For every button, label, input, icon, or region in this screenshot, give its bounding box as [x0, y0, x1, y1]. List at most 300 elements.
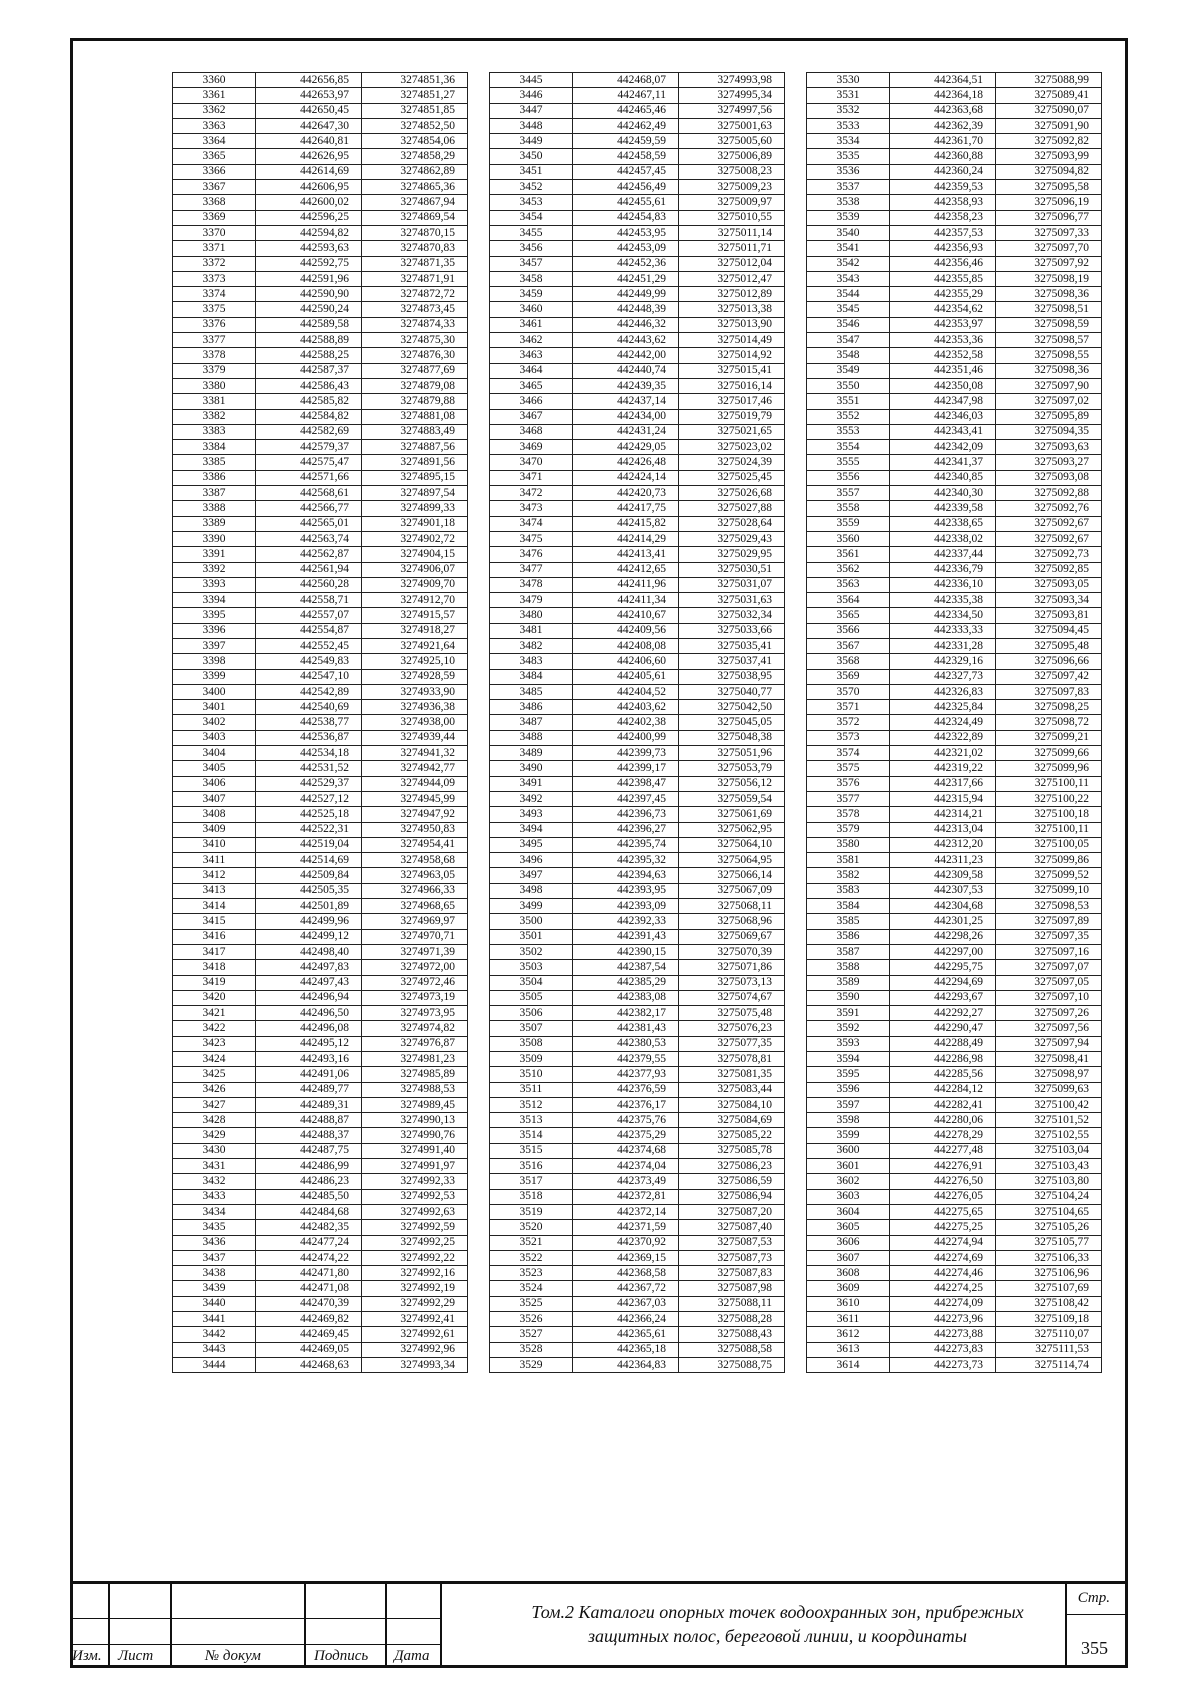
point-number-cell: 3433 [173, 1189, 256, 1204]
y-coordinate-cell: 3274985,89 [362, 1067, 468, 1082]
point-number-cell: 3553 [807, 424, 890, 439]
table-row [807, 883, 1102, 898]
point-number-cell: 3372 [173, 256, 256, 271]
x-coordinate-cell: 442340,30 [890, 486, 996, 501]
x-coordinate-cell: 442273,83 [890, 1342, 996, 1357]
table-row [490, 180, 785, 195]
y-coordinate-cell: 3275099,63 [996, 1082, 1102, 1097]
x-coordinate-cell: 442369,15 [573, 1250, 679, 1265]
y-coordinate-cell: 3274938,00 [362, 715, 468, 730]
y-coordinate-cell: 3274992,33 [362, 1174, 468, 1189]
table-row [807, 807, 1102, 822]
table-row [173, 1052, 468, 1067]
table-row [490, 256, 785, 271]
y-coordinate-cell: 3275073,13 [679, 975, 785, 990]
table-row [807, 1113, 1102, 1128]
point-number-cell: 3402 [173, 715, 256, 730]
point-number-cell: 3500 [490, 914, 573, 929]
point-number-cell: 3463 [490, 348, 573, 363]
table-row [173, 241, 468, 256]
point-number-cell: 3377 [173, 333, 256, 348]
y-coordinate-cell: 3274902,72 [362, 531, 468, 546]
y-coordinate-cell: 3275099,21 [996, 730, 1102, 745]
y-coordinate-cell: 3274872,72 [362, 287, 468, 302]
point-number-cell: 3587 [807, 944, 890, 959]
table-row [490, 929, 785, 944]
x-coordinate-cell: 442571,66 [256, 470, 362, 485]
x-coordinate-cell: 442499,96 [256, 914, 362, 929]
x-coordinate-cell: 442501,89 [256, 899, 362, 914]
x-coordinate-cell: 442590,24 [256, 302, 362, 317]
point-number-cell: 3563 [807, 577, 890, 592]
table-row [807, 1189, 1102, 1204]
point-number-cell: 3599 [807, 1128, 890, 1143]
x-coordinate-cell: 442335,38 [890, 593, 996, 608]
point-number-cell: 3384 [173, 440, 256, 455]
y-coordinate-cell: 3275005,60 [679, 134, 785, 149]
x-coordinate-cell: 442538,77 [256, 715, 362, 730]
table-row [490, 378, 785, 393]
y-coordinate-cell: 3275087,98 [679, 1281, 785, 1296]
table-row [490, 975, 785, 990]
y-coordinate-cell: 3275097,33 [996, 225, 1102, 240]
table-row [173, 1128, 468, 1143]
point-number-cell: 3572 [807, 715, 890, 730]
x-coordinate-cell: 442489,77 [256, 1082, 362, 1097]
y-coordinate-cell: 3275009,23 [679, 180, 785, 195]
y-coordinate-cell: 3275098,25 [996, 700, 1102, 715]
y-coordinate-cell: 3274870,15 [362, 225, 468, 240]
y-coordinate-cell: 3275098,97 [996, 1067, 1102, 1082]
table-row [807, 1036, 1102, 1051]
x-coordinate-cell: 442565,01 [256, 516, 362, 531]
y-coordinate-cell: 3275100,42 [996, 1097, 1102, 1112]
y-coordinate-cell: 3275097,90 [996, 378, 1102, 393]
table-row [173, 1067, 468, 1082]
table-row [807, 914, 1102, 929]
table-row [807, 1128, 1102, 1143]
point-number-cell: 3370 [173, 225, 256, 240]
x-coordinate-cell: 442280,06 [890, 1113, 996, 1128]
point-number-cell: 3610 [807, 1296, 890, 1311]
x-coordinate-cell: 442563,74 [256, 531, 362, 546]
point-number-cell: 3603 [807, 1189, 890, 1204]
x-coordinate-cell: 442626,95 [256, 149, 362, 164]
point-number-cell: 3554 [807, 440, 890, 455]
table-row [173, 225, 468, 240]
table-row [173, 149, 468, 164]
x-coordinate-cell: 442414,29 [573, 531, 679, 546]
table-row [490, 1174, 785, 1189]
table-row [173, 1281, 468, 1296]
y-coordinate-cell: 3275096,66 [996, 654, 1102, 669]
table-row [807, 409, 1102, 424]
table-row [490, 1327, 785, 1342]
x-coordinate-cell: 442277,48 [890, 1143, 996, 1158]
table-row [173, 333, 468, 348]
y-coordinate-cell: 3274871,91 [362, 271, 468, 286]
y-coordinate-cell: 3275099,52 [996, 868, 1102, 883]
point-number-cell: 3464 [490, 363, 573, 378]
y-coordinate-cell: 3274887,56 [362, 440, 468, 455]
x-coordinate-cell: 442301,25 [890, 914, 996, 929]
x-coordinate-cell: 442377,93 [573, 1067, 679, 1082]
y-coordinate-cell: 3275056,12 [679, 776, 785, 791]
point-number-cell: 3397 [173, 638, 256, 653]
y-coordinate-cell: 3275094,82 [996, 164, 1102, 179]
point-number-cell: 3408 [173, 807, 256, 822]
point-number-cell: 3392 [173, 562, 256, 577]
y-coordinate-cell: 3275093,81 [996, 608, 1102, 623]
x-coordinate-cell: 442469,82 [256, 1312, 362, 1327]
table-row [807, 776, 1102, 791]
x-coordinate-cell: 442496,08 [256, 1021, 362, 1036]
table-row [807, 562, 1102, 577]
x-coordinate-cell: 442327,73 [890, 669, 996, 684]
y-coordinate-cell: 3274969,97 [362, 914, 468, 929]
x-coordinate-cell: 442488,37 [256, 1128, 362, 1143]
y-coordinate-cell: 3275093,99 [996, 149, 1102, 164]
x-coordinate-cell: 442406,60 [573, 654, 679, 669]
y-coordinate-cell: 3275088,58 [679, 1342, 785, 1357]
table-row [490, 853, 785, 868]
point-number-cell: 3517 [490, 1174, 573, 1189]
point-number-cell: 3371 [173, 241, 256, 256]
table-row [173, 1036, 468, 1051]
y-coordinate-cell: 3274901,18 [362, 516, 468, 531]
y-coordinate-cell: 3275097,16 [996, 944, 1102, 959]
x-coordinate-cell: 442453,09 [573, 241, 679, 256]
x-coordinate-cell: 442470,39 [256, 1296, 362, 1311]
x-coordinate-cell: 442527,12 [256, 791, 362, 806]
table-row [173, 440, 468, 455]
y-coordinate-cell: 3275096,19 [996, 195, 1102, 210]
y-coordinate-cell: 3275038,95 [679, 669, 785, 684]
y-coordinate-cell: 3275012,47 [679, 271, 785, 286]
point-number-cell: 3444 [173, 1357, 256, 1372]
point-number-cell: 3595 [807, 1067, 890, 1082]
x-coordinate-cell: 442358,23 [890, 210, 996, 225]
y-coordinate-cell: 3275085,78 [679, 1143, 785, 1158]
point-number-cell: 3584 [807, 899, 890, 914]
point-number-cell: 3544 [807, 287, 890, 302]
x-coordinate-cell: 442452,36 [573, 256, 679, 271]
y-coordinate-cell: 3275103,80 [996, 1174, 1102, 1189]
point-number-cell: 3512 [490, 1097, 573, 1112]
y-coordinate-cell: 3274992,53 [362, 1189, 468, 1204]
y-coordinate-cell: 3275087,40 [679, 1220, 785, 1235]
y-coordinate-cell: 3274963,05 [362, 868, 468, 883]
point-number-cell: 3361 [173, 88, 256, 103]
x-coordinate-cell: 442373,49 [573, 1174, 679, 1189]
table-row [173, 164, 468, 179]
table-row [173, 118, 468, 133]
stamp-date-label: Дата [394, 1648, 430, 1664]
x-coordinate-cell: 442606,95 [256, 180, 362, 195]
point-number-cell: 3459 [490, 287, 573, 302]
x-coordinate-cell: 442471,80 [256, 1266, 362, 1281]
table-row [807, 103, 1102, 118]
table-row [173, 990, 468, 1005]
point-number-cell: 3548 [807, 348, 890, 363]
y-coordinate-cell: 3275103,43 [996, 1159, 1102, 1174]
table-row [490, 608, 785, 623]
y-coordinate-cell: 3274990,13 [362, 1113, 468, 1128]
table-row [173, 684, 468, 699]
y-coordinate-cell: 3275097,42 [996, 669, 1102, 684]
y-coordinate-cell: 3275028,64 [679, 516, 785, 531]
table-row [490, 761, 785, 776]
x-coordinate-cell: 442326,83 [890, 684, 996, 699]
y-coordinate-cell: 3275088,11 [679, 1296, 785, 1311]
table-row [490, 317, 785, 332]
x-coordinate-cell: 442293,67 [890, 990, 996, 1005]
table-row [807, 1174, 1102, 1189]
y-coordinate-cell: 3274869,54 [362, 210, 468, 225]
y-coordinate-cell: 3274971,39 [362, 944, 468, 959]
y-coordinate-cell: 3275081,35 [679, 1067, 785, 1082]
point-number-cell: 3604 [807, 1204, 890, 1219]
x-coordinate-cell: 442295,75 [890, 960, 996, 975]
x-coordinate-cell: 442525,18 [256, 807, 362, 822]
y-coordinate-cell: 3274891,56 [362, 455, 468, 470]
table-row [490, 1189, 785, 1204]
table-row [490, 118, 785, 133]
table-row [807, 302, 1102, 317]
table-row [807, 1235, 1102, 1250]
x-coordinate-cell: 442589,58 [256, 317, 362, 332]
x-coordinate-cell: 442399,17 [573, 761, 679, 776]
table-row [173, 944, 468, 959]
table-row [490, 1204, 785, 1219]
x-coordinate-cell: 442290,47 [890, 1021, 996, 1036]
y-coordinate-cell: 3275092,85 [996, 562, 1102, 577]
y-coordinate-cell: 3275024,39 [679, 455, 785, 470]
table-row [173, 761, 468, 776]
table-row [490, 363, 785, 378]
point-number-cell: 3504 [490, 975, 573, 990]
x-coordinate-cell: 442338,65 [890, 516, 996, 531]
point-number-cell: 3564 [807, 593, 890, 608]
table-row [807, 501, 1102, 516]
table-row [490, 1266, 785, 1281]
table-row [490, 837, 785, 852]
x-coordinate-cell: 442368,58 [573, 1266, 679, 1281]
y-coordinate-cell: 3274865,36 [362, 180, 468, 195]
table-row [807, 868, 1102, 883]
table-row [807, 225, 1102, 240]
y-coordinate-cell: 3275109,18 [996, 1312, 1102, 1327]
x-coordinate-cell: 442505,35 [256, 883, 362, 898]
table-row [173, 501, 468, 516]
point-number-cell: 3530 [807, 73, 890, 88]
point-number-cell: 3443 [173, 1342, 256, 1357]
point-number-cell: 3391 [173, 547, 256, 562]
point-number-cell: 3549 [807, 363, 890, 378]
x-coordinate-cell: 442350,08 [890, 378, 996, 393]
point-number-cell: 3498 [490, 883, 573, 898]
y-coordinate-cell: 3274970,71 [362, 929, 468, 944]
y-coordinate-cell: 3274925,10 [362, 654, 468, 669]
y-coordinate-cell: 3275013,90 [679, 317, 785, 332]
point-number-cell: 3406 [173, 776, 256, 791]
y-coordinate-cell: 3274974,82 [362, 1021, 468, 1036]
x-coordinate-cell: 442334,50 [890, 608, 996, 623]
table-row [807, 730, 1102, 745]
point-number-cell: 3379 [173, 363, 256, 378]
point-number-cell: 3486 [490, 700, 573, 715]
table-row [490, 715, 785, 730]
x-coordinate-cell: 442343,41 [890, 424, 996, 439]
x-coordinate-cell: 442273,73 [890, 1357, 996, 1372]
x-coordinate-cell: 442379,55 [573, 1052, 679, 1067]
table-row [490, 73, 785, 88]
point-number-cell: 3366 [173, 164, 256, 179]
table-row [490, 577, 785, 592]
document-title-line-1: Том.2 Каталоги опорных точек водоохранных зон, прибрежных [531, 1602, 1024, 1622]
point-number-cell: 3368 [173, 195, 256, 210]
point-number-cell: 3423 [173, 1036, 256, 1051]
x-coordinate-cell: 442366,24 [573, 1312, 679, 1327]
point-number-cell: 3577 [807, 791, 890, 806]
point-number-cell: 3511 [490, 1082, 573, 1097]
table-row [490, 1296, 785, 1311]
y-coordinate-cell: 3274915,57 [362, 608, 468, 623]
table-row [173, 914, 468, 929]
x-coordinate-cell: 442358,93 [890, 195, 996, 210]
table-row [490, 225, 785, 240]
y-coordinate-cell: 3275013,38 [679, 302, 785, 317]
table-row [807, 654, 1102, 669]
y-coordinate-cell: 3275023,02 [679, 440, 785, 455]
x-coordinate-cell: 442395,32 [573, 853, 679, 868]
x-coordinate-cell: 442415,82 [573, 516, 679, 531]
y-coordinate-cell: 3275021,65 [679, 424, 785, 439]
x-coordinate-cell: 442594,82 [256, 225, 362, 240]
x-coordinate-cell: 442337,44 [890, 547, 996, 562]
point-number-cell: 3495 [490, 837, 573, 852]
point-number-cell: 3400 [173, 684, 256, 699]
x-coordinate-cell: 442547,10 [256, 669, 362, 684]
y-coordinate-cell: 3275087,20 [679, 1204, 785, 1219]
y-coordinate-cell: 3274912,70 [362, 593, 468, 608]
point-number-cell: 3496 [490, 853, 573, 868]
point-number-cell: 3561 [807, 547, 890, 562]
y-coordinate-cell: 3275087,73 [679, 1250, 785, 1265]
table-row [490, 899, 785, 914]
y-coordinate-cell: 3275068,11 [679, 899, 785, 914]
table-row [807, 394, 1102, 409]
y-coordinate-cell: 3275012,04 [679, 256, 785, 271]
x-coordinate-cell: 442653,97 [256, 88, 362, 103]
y-coordinate-cell: 3274981,23 [362, 1052, 468, 1067]
y-coordinate-cell: 3274874,33 [362, 317, 468, 332]
point-number-cell: 3426 [173, 1082, 256, 1097]
point-number-cell: 3396 [173, 623, 256, 638]
y-coordinate-cell: 3275027,88 [679, 501, 785, 516]
x-coordinate-cell: 442352,58 [890, 348, 996, 363]
x-coordinate-cell: 442342,09 [890, 440, 996, 455]
y-coordinate-cell: 3274989,45 [362, 1097, 468, 1112]
table-row [173, 531, 468, 546]
table-row [173, 394, 468, 409]
table-row [173, 103, 468, 118]
x-coordinate-cell: 442420,73 [573, 486, 679, 501]
point-number-cell: 3487 [490, 715, 573, 730]
x-coordinate-cell: 442575,47 [256, 455, 362, 470]
y-coordinate-cell: 3275092,67 [996, 531, 1102, 546]
table-row [807, 1204, 1102, 1219]
point-number-cell: 3550 [807, 378, 890, 393]
table-row [807, 684, 1102, 699]
point-number-cell: 3428 [173, 1113, 256, 1128]
point-number-cell: 3479 [490, 593, 573, 608]
point-number-cell: 3465 [490, 378, 573, 393]
y-coordinate-cell: 3275001,63 [679, 118, 785, 133]
table-row [173, 700, 468, 715]
x-coordinate-cell: 442465,46 [573, 103, 679, 118]
table-row [807, 348, 1102, 363]
table-row [173, 929, 468, 944]
table-row [807, 1006, 1102, 1021]
y-coordinate-cell: 3275078,81 [679, 1052, 785, 1067]
table-row [173, 1342, 468, 1357]
x-coordinate-cell: 442355,85 [890, 271, 996, 286]
x-coordinate-cell: 442568,61 [256, 486, 362, 501]
point-number-cell: 3417 [173, 944, 256, 959]
y-coordinate-cell: 3275114,74 [996, 1357, 1102, 1372]
y-coordinate-cell: 3275084,10 [679, 1097, 785, 1112]
table-row [490, 516, 785, 531]
point-number-cell: 3389 [173, 516, 256, 531]
y-coordinate-cell: 3275093,63 [996, 440, 1102, 455]
point-number-cell: 3515 [490, 1143, 573, 1158]
point-number-cell: 3432 [173, 1174, 256, 1189]
x-coordinate-cell: 442356,93 [890, 241, 996, 256]
x-coordinate-cell: 442552,45 [256, 638, 362, 653]
table-row [490, 501, 785, 516]
x-coordinate-cell: 442656,85 [256, 73, 362, 88]
x-coordinate-cell: 442411,34 [573, 593, 679, 608]
table-row [807, 1159, 1102, 1174]
x-coordinate-cell: 442489,31 [256, 1097, 362, 1112]
table-row [173, 1097, 468, 1112]
table-row [807, 118, 1102, 133]
y-coordinate-cell: 3275097,70 [996, 241, 1102, 256]
x-coordinate-cell: 442314,21 [890, 807, 996, 822]
table-row [490, 88, 785, 103]
x-coordinate-cell: 442385,29 [573, 975, 679, 990]
table-row [173, 1021, 468, 1036]
table-row [173, 1250, 468, 1265]
y-coordinate-cell: 3275014,92 [679, 348, 785, 363]
point-number-cell: 3532 [807, 103, 890, 118]
table-row [173, 424, 468, 439]
x-coordinate-cell: 442446,32 [573, 317, 679, 332]
x-coordinate-cell: 442355,29 [890, 287, 996, 302]
table-row [490, 1006, 785, 1021]
table-row [490, 1235, 785, 1250]
x-coordinate-cell: 442398,47 [573, 776, 679, 791]
point-number-cell: 3573 [807, 730, 890, 745]
x-coordinate-cell: 442382,17 [573, 1006, 679, 1021]
x-coordinate-cell: 442560,28 [256, 577, 362, 592]
x-coordinate-cell: 442313,04 [890, 822, 996, 837]
table-row [807, 516, 1102, 531]
table-row [173, 608, 468, 623]
table-row [173, 654, 468, 669]
y-coordinate-cell: 3275016,14 [679, 378, 785, 393]
